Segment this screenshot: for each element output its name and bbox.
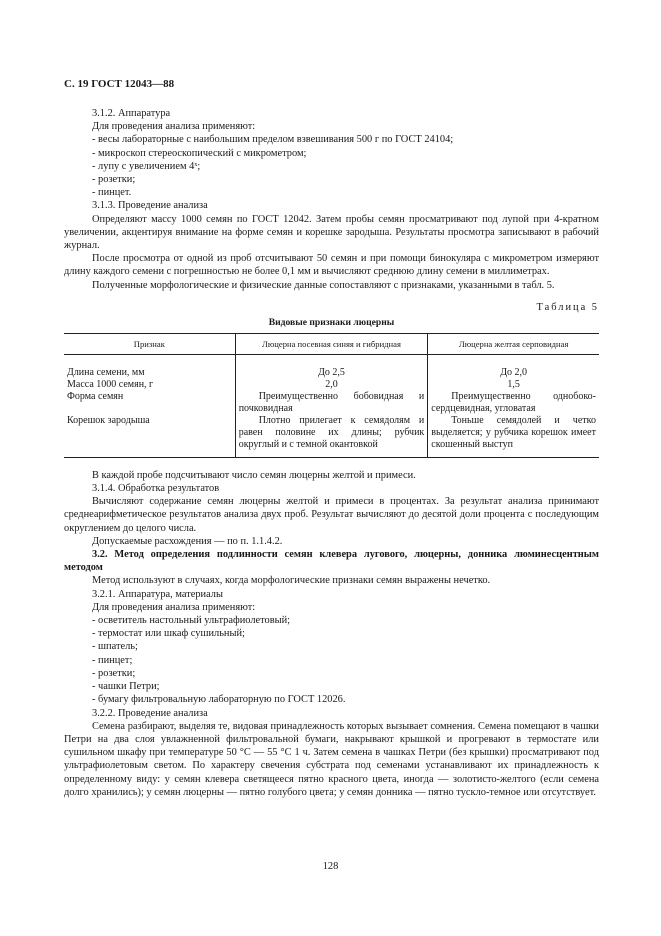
list-item: - осветитель настольный ультрафиолетовый; bbox=[92, 615, 291, 627]
section-heading-3-2-1: 3.2.1. Аппаратура, материалы bbox=[92, 588, 223, 600]
paragraph: Вычисляют содержание семян люцерны желтой и примеси в процентах. За результат анализа принимают среднеарифметическое результатов анализа двух проб. Результат вычисляют до десятой доли процента с последующим округлением до целого числа. bbox=[64, 496, 599, 534]
section-heading-3-1-4: 3.1.4. Обработка результатов bbox=[92, 483, 220, 495]
table-cell: Длина семени, мм bbox=[67, 366, 145, 378]
paragraph: После просмотра от одной из проб отсчитывают 50 семян и при помощи бинокуляра с микрометром измеряют длину каждого семени с погрешностью не более 0,1 мм и вычисляют среднюю длину семени в миллиметрах. bbox=[64, 253, 599, 278]
table-cell: Масса 1000 семян, г bbox=[67, 378, 154, 390]
table-label: Таблица 5 bbox=[536, 301, 599, 313]
paragraph: Определяют массу 1000 семян по ГОСТ 12042. Затем пробы семян просматривают под лупой при 4-кратном увеличении, акцентируя внимание на форме семян и корешке зародыша. Результаты просмотра записывают в рабочий журнал. bbox=[64, 213, 599, 252]
table-cell: Тоньше семядолей и четко выделяется; у рубчика корешок имеет скошенный выступ bbox=[428, 415, 599, 458]
list-item: - пинцет; bbox=[92, 654, 133, 666]
column-header: Люцерна посевная синяя и гибридная bbox=[235, 333, 428, 354]
species-table bbox=[64, 333, 599, 458]
table-cell: Преимущественно бобовидная и почковидная bbox=[235, 391, 428, 415]
text-line: Для проведения анализа применяют: bbox=[92, 121, 256, 133]
section-heading-3-1-3: 3.1.3. Проведение анализа bbox=[92, 200, 208, 212]
text-line: В каждой пробе подсчитывают число семян люцерны желтой и примеси. bbox=[92, 469, 416, 481]
list-item bbox=[64, 160, 599, 173]
table-row bbox=[64, 379, 599, 391]
paragraph: Семена разбирают, выделяя те, видовая принадлежность которых вызывает сомнения. Семена помещают в чашки Петри на два слоя увлажненной фильтровальной бумаги, накрывают крышкой и прогревают в термостате или сушильном шкафу при температуре 50 °С — 55 °С 1 ч. Затем семена в чашках Петри (без крышки) просматривают под ультрафиолетовым светом. По характеру свечения субстрата под семенами устанавливают их принадлежность к определенному виду: у семян клевера светящееся пятно красного цвета, иногда — золотисто-желтого (если семена долго хранились); у семян люцерны — пятно голубого цвета; у семян донника — пятно тускло-темное или отсутствует. bbox=[64, 720, 599, 798]
list-item: - розетки; bbox=[92, 667, 136, 679]
text-line: Для проведения анализа применяют: bbox=[92, 601, 256, 613]
table-title: Видовые признаки люцерны bbox=[268, 316, 395, 328]
table-cell: 2,0 bbox=[235, 379, 428, 391]
page-header: С. 19 ГОСТ 12043—88 bbox=[64, 78, 175, 90]
table-cell: Форма семян bbox=[67, 390, 124, 402]
list-item: - пинцет. bbox=[92, 187, 132, 199]
table-cell: До 2,0 bbox=[428, 354, 599, 379]
table-cell: 1,5 bbox=[428, 379, 599, 391]
table-row bbox=[64, 415, 599, 458]
list-item: - чашки Петри; bbox=[92, 681, 160, 693]
table-cell: Преимущественно однобоко-сердцевидная, угловатая bbox=[428, 391, 599, 415]
list-item: - весы лабораторные с наибольшим пределом взвешивания 500 г по ГОСТ 24104; bbox=[92, 134, 454, 146]
column-header: Люцерна желтая серповидная bbox=[428, 333, 599, 354]
document-page bbox=[64, 78, 599, 799]
section-heading-3-1-2: 3.1.2. Аппаратура bbox=[92, 108, 171, 119]
table-row bbox=[64, 354, 599, 379]
list-item: - микроскоп стереоскопический с микрометром; bbox=[92, 147, 307, 159]
paragraph: Полученные морфологические и физические данные сопоставляют с признаками, указанными в табл. 5. bbox=[92, 279, 555, 291]
table-cell: До 2,5 bbox=[235, 354, 428, 379]
table-header-row bbox=[64, 333, 599, 354]
list-item-text: - лупу с увеличением 4 bbox=[92, 160, 195, 172]
list-item: - термостат или шкаф сушильный; bbox=[92, 628, 245, 640]
column-header: Признак bbox=[64, 333, 235, 354]
table-cell: Плотно прилегает к семядолям и равен половине их длины; рубчик округлый и с темной окантовкой bbox=[235, 415, 428, 458]
magnification-mark: ˣ; bbox=[194, 160, 201, 172]
text-line: Допускаемые расхождения — по п. 1.1.4.2. bbox=[92, 535, 283, 547]
section-heading-3-2: 3.2. Метод определения подлинности семян клевера лугового, люцерны, донника люминесцентным методом bbox=[64, 549, 599, 574]
table-cell: Корешок зародыша bbox=[64, 415, 235, 458]
paragraph: Метод используют в случаях, когда морфологические признаки семян выражены нечетко. bbox=[92, 575, 491, 587]
list-item: - розетки; bbox=[92, 174, 136, 186]
page-number: 128 bbox=[322, 861, 339, 872]
list-item: - шпатель; bbox=[92, 641, 138, 653]
table-row bbox=[64, 391, 599, 415]
section-heading-3-2-2: 3.2.2. Проведение анализа bbox=[92, 707, 208, 719]
list-item: - бумагу фильтровальную лабораторную по ГОСТ 12026. bbox=[92, 694, 346, 706]
